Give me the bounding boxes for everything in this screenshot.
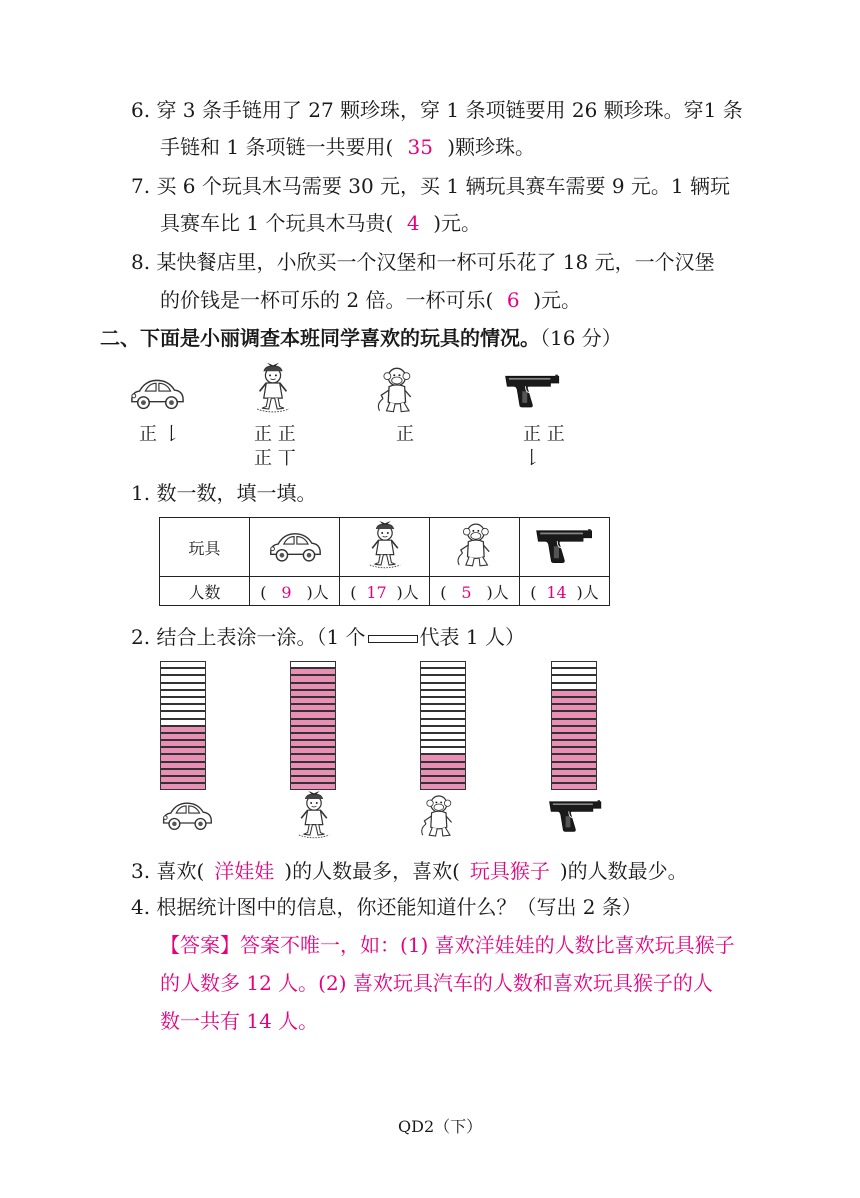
q8-text: 某快餐店里，小欣买一个汉堡和一杯可乐花了 18 元，一个汉堡 — [156, 250, 715, 274]
q8-number: 8. — [131, 250, 151, 274]
bar-cell-empty[interactable] — [290, 661, 336, 668]
sub3-line — [131, 856, 688, 886]
bar-cell-empty[interactable] — [160, 711, 206, 718]
bar-cell-filled[interactable] — [290, 683, 336, 690]
q8-line2 — [160, 285, 581, 315]
bar-cell-filled[interactable] — [420, 769, 466, 776]
bar-cell-filled[interactable] — [420, 762, 466, 769]
q7-line1 — [131, 171, 730, 201]
bar-cell-empty[interactable] — [551, 661, 597, 668]
bar-cell-filled[interactable] — [160, 733, 206, 740]
count-doll[interactable]: 17 — [366, 582, 387, 602]
q6-text-b: )颗珍珠。 — [447, 135, 536, 159]
q6-text-a: 手链和 1 条项链一共要用( — [160, 135, 394, 159]
bar-cell-filled[interactable] — [551, 783, 597, 790]
sub4-text: 根据统计图中的信息，你还能知道什么？（写出 2 条） — [156, 895, 642, 919]
survey-table — [159, 517, 610, 606]
sub2-line — [131, 622, 525, 652]
tally-car: 正 𠄌 — [139, 424, 181, 445]
bar-doll[interactable] — [290, 661, 336, 790]
sub3-answer-least[interactable]: 玩具猴子 — [469, 859, 550, 883]
q7-line2 — [160, 208, 481, 238]
bar-cell-empty[interactable] — [420, 740, 466, 747]
bar-cell-empty[interactable] — [420, 704, 466, 711]
table-cell-monkey — [430, 518, 520, 577]
monkey-icon — [416, 792, 460, 840]
monkey-icon — [374, 364, 418, 416]
bar-cell-filled[interactable] — [551, 776, 597, 783]
bar-cell-filled[interactable] — [551, 733, 597, 740]
section2-score: （16 分） — [540, 326, 622, 350]
sub1-line — [131, 478, 316, 508]
bar-cell-filled[interactable] — [290, 711, 336, 718]
car-icon — [267, 526, 323, 564]
table-cell-car — [250, 518, 340, 577]
bar-cell-empty[interactable] — [420, 668, 466, 675]
sub2-text-b: 代表 1 人） — [419, 625, 525, 649]
bar-cell-filled[interactable] — [160, 740, 206, 747]
bar-cell-empty[interactable] — [160, 675, 206, 682]
bar-cell-filled[interactable] — [551, 769, 597, 776]
table-cell-doll — [340, 518, 430, 577]
bar-cell-filled[interactable] — [160, 783, 206, 790]
gun-icon — [548, 796, 604, 834]
bar-cell-filled[interactable] — [551, 762, 597, 769]
bar-cell-empty[interactable] — [160, 719, 206, 726]
sub3-answer-most[interactable]: 洋娃娃 — [214, 859, 275, 883]
bar-car[interactable] — [160, 661, 206, 790]
bar-cell-filled[interactable] — [290, 733, 336, 740]
bar-cell-filled[interactable] — [290, 776, 336, 783]
q6-line2 — [160, 132, 535, 162]
bar-cell-filled[interactable] — [420, 754, 466, 761]
count-gun[interactable]: 14 — [546, 582, 567, 602]
bar-cell-empty[interactable] — [420, 719, 466, 726]
bar-cell-empty[interactable] — [420, 690, 466, 697]
count-cell-doll: ( 17 )人 — [340, 577, 430, 606]
bar-cell-filled[interactable] — [290, 668, 336, 675]
bar-cell-filled[interactable] — [290, 769, 336, 776]
q8-text-b: )元。 — [533, 288, 582, 312]
bar-cell-empty[interactable] — [420, 697, 466, 704]
bar-cell-filled[interactable] — [160, 754, 206, 761]
table-row-toys — [160, 518, 610, 577]
sub1-text: 数一数，填一填。 — [156, 481, 317, 505]
bar-cell-filled[interactable] — [160, 747, 206, 754]
sub3-text-b: )的人数最多，喜欢( — [284, 859, 460, 883]
page-footer-code: QD2（下） — [398, 1117, 483, 1136]
legend-cell-symbol — [368, 635, 418, 643]
bar-cell-empty[interactable] — [420, 683, 466, 690]
bar-cell-filled[interactable] — [290, 754, 336, 761]
bar-cell-filled[interactable] — [290, 690, 336, 697]
bar-cell-filled[interactable] — [290, 726, 336, 733]
bar-cell-filled[interactable] — [551, 726, 597, 733]
bar-cell-empty[interactable] — [160, 661, 206, 668]
gun-icon — [504, 370, 562, 410]
monkey-icon — [454, 520, 496, 570]
sub4-number: 4. — [131, 895, 151, 919]
q6-answer[interactable]: 35 — [407, 135, 433, 159]
q6-line1 — [131, 95, 743, 125]
bar-cell-empty[interactable] — [420, 675, 466, 682]
bar-cell-filled[interactable] — [551, 754, 597, 761]
bar-cell-empty[interactable] — [160, 690, 206, 697]
q7-text-a: 具赛车比 1 个玩具木马贵( — [160, 211, 394, 235]
row-label-count: 人数 — [160, 577, 250, 606]
bar-cell-filled[interactable] — [290, 762, 336, 769]
car-icon — [128, 372, 186, 412]
bar-cell-filled[interactable] — [290, 783, 336, 790]
bar-cell-filled[interactable] — [290, 747, 336, 754]
bar-cell-empty[interactable] — [420, 711, 466, 718]
bar-cell-filled[interactable] — [160, 769, 206, 776]
tally-doll-line2: 正 丅 — [254, 448, 296, 469]
bar-cell-empty[interactable] — [160, 697, 206, 704]
row-label-toy: 玩具 — [160, 518, 250, 577]
car-icon — [160, 796, 214, 832]
table-row-counts — [160, 577, 610, 606]
bar-cell-empty[interactable] — [420, 733, 466, 740]
bar-cell-filled[interactable] — [290, 719, 336, 726]
q7-number: 7. — [131, 174, 151, 198]
tally-gun-line1: 正 正 — [523, 424, 565, 445]
bar-cell-filled[interactable] — [551, 704, 597, 711]
sub3-text-a: 喜欢( — [156, 859, 205, 883]
bar-cell-empty[interactable] — [551, 668, 597, 675]
tally-monkey: 正 — [396, 424, 414, 445]
doll-icon — [252, 362, 294, 414]
count-cell-gun: ( 14 )人 — [520, 577, 610, 606]
sub2-text-a: 结合上表涂一涂。（1 个 — [156, 625, 366, 649]
bar-cell-filled[interactable] — [420, 783, 466, 790]
doll-icon — [365, 520, 405, 570]
q6-text: 穿 3 条手链用了 27 颗珍珠，穿 1 条项链要用 26 颗珍珠。穿1 条 — [156, 98, 743, 122]
count-car[interactable]: 9 — [281, 582, 292, 602]
bar-cell-empty[interactable] — [551, 675, 597, 682]
bar-cell-filled[interactable] — [290, 675, 336, 682]
bar-cell-filled[interactable] — [551, 719, 597, 726]
bar-cell-filled[interactable] — [551, 711, 597, 718]
bar-cell-empty[interactable] — [160, 668, 206, 675]
bar-cell-filled[interactable] — [551, 740, 597, 747]
count-cell-monkey: ( 5 )人 — [430, 577, 520, 606]
bar-cell-filled[interactable] — [290, 704, 336, 711]
bar-cell-empty[interactable] — [420, 747, 466, 754]
bar-cell-filled[interactable] — [160, 776, 206, 783]
count-monkey[interactable]: 5 — [461, 582, 472, 602]
bar-cell-empty[interactable] — [420, 661, 466, 668]
bar-gun[interactable] — [551, 661, 597, 790]
q7-text: 买 6 个玩具木马需要 30 元，买 1 辆玩具赛车需要 9 元。1 辆玩 — [156, 174, 731, 198]
q7-text-b: )元。 — [433, 211, 482, 235]
sub4-answer-line3: 数一共有 14 人。 — [160, 1009, 319, 1033]
bar-cell-filled[interactable] — [290, 740, 336, 747]
bar-cell-filled[interactable] — [551, 697, 597, 704]
sub4-answer-line1: 【答案】答案不唯一，如：(1) 喜欢洋娃娃的人数比喜欢玩具猴子 — [160, 933, 735, 957]
section2-title: 二、下面是小丽调查本班同学喜欢的玩具的情况。 — [100, 326, 540, 350]
bar-cell-filled[interactable] — [160, 762, 206, 769]
q6-number: 6. — [131, 98, 151, 122]
bar-cell-empty[interactable] — [420, 726, 466, 733]
sub4-line — [131, 892, 642, 922]
doll-icon — [294, 791, 334, 839]
bar-monkey[interactable] — [420, 661, 466, 790]
bar-cell-empty[interactable] — [160, 704, 206, 711]
tally-doll-line1: 正 正 — [254, 424, 296, 445]
bar-cell-filled[interactable] — [551, 747, 597, 754]
count-cell-car: ( 9 )人 — [250, 577, 340, 606]
q7-answer[interactable]: 4 — [406, 211, 420, 235]
sub3-number: 3. — [131, 859, 151, 883]
q8-line1 — [131, 247, 715, 277]
bar-cell-empty[interactable] — [551, 683, 597, 690]
bar-cell-filled[interactable] — [160, 726, 206, 733]
tally-gun-line2: 𠄌 — [523, 448, 541, 469]
bar-cell-empty[interactable] — [160, 683, 206, 690]
q8-text-a: 的价钱是一杯可乐的 2 倍。一杯可乐( — [160, 288, 494, 312]
sub4-answer-line2: 的人数多 12 人。(2) 喜欢玩具汽车的人数和喜欢玩具猴子的人 — [160, 971, 713, 995]
section2-heading — [100, 323, 622, 353]
bar-cell-filled[interactable] — [420, 776, 466, 783]
bar-cell-filled[interactable] — [551, 690, 597, 697]
sub2-number: 2. — [131, 625, 151, 649]
sub1-number: 1. — [131, 481, 151, 505]
bar-cell-filled[interactable] — [290, 697, 336, 704]
q8-answer[interactable]: 6 — [506, 288, 520, 312]
gun-icon — [535, 525, 595, 565]
table-cell-gun — [520, 518, 610, 577]
sub3-text-c: )的人数最少。 — [559, 859, 688, 883]
